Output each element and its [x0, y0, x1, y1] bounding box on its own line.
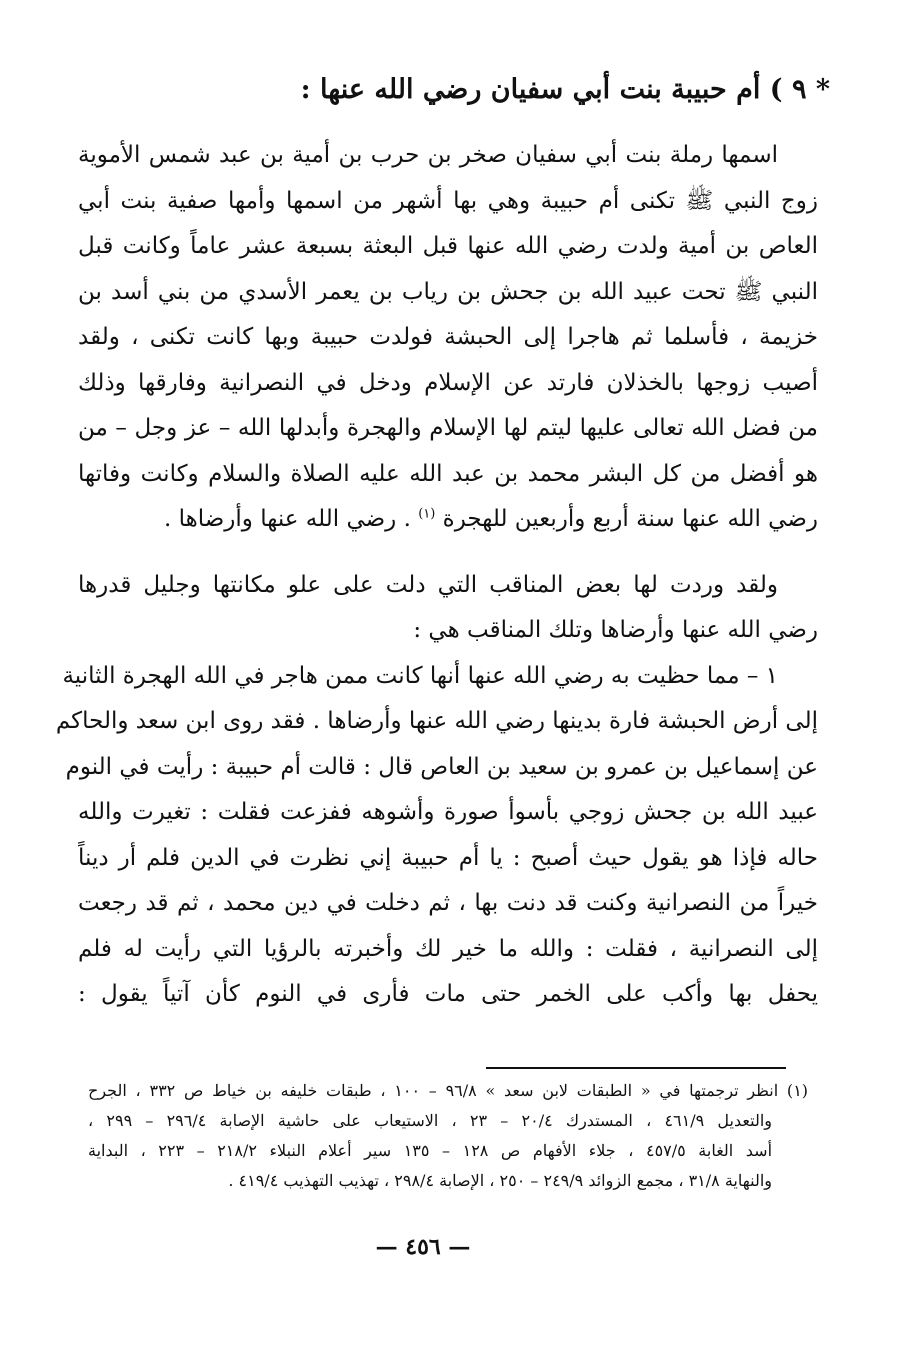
text-line: النبي ﷺ تحت عبيد الله بن جحش بن رياب بن يعمر الأسدي من بني أسد بن — [78, 278, 818, 305]
text-line: عبيد الله بن جحش زوجي بأسوأ صورة وأشوهه ففزعت فقلت : تغيرت والله — [78, 799, 818, 825]
text-line: عن إسماعيل بن عمرو بن سعيد بن العاص قال : قالت أم حبيبة : رأيت في النوم — [65, 753, 818, 780]
text-line: اسمها رملة بنت أبي سفيان صخر بن حرب بن أمية بن عبد شمس الأموية — [78, 142, 778, 168]
text-fragment: رضي الله عنها سنة أربع وأربعين للهجرة — [442, 506, 818, 532]
text-line: رضي الله عنها وأرضاها وتلك المناقب هي : — [413, 617, 818, 643]
page-number: — ٤٥٦ — — [375, 1234, 471, 1260]
text-line: زوج النبي ﷺ تكنى أم حبيبة وهي بها أشهر من اسمها وأمها صفية بنت أبي — [78, 187, 818, 214]
text-line: خيراً من النصرانية وكنت قد دنت بها ، ثم دخلت في دين محمد ، ثم قد رجعت — [78, 890, 818, 916]
text-line: يحفل بها وأكب على الخمر حتى مات فأرى في النوم كأن آتياً يقول : — [78, 981, 818, 1007]
footnote-separator — [486, 1067, 786, 1069]
text-line: هو أفضل من كل البشر محمد بن عبد الله عليه الصلاة والسلام وكانت وفاتها — [78, 460, 818, 487]
footnote-line: والتعديل ٤٦١/٩ ، المستدرك ٢٠/٤ – ٢٣ ، الاستيعاب على حاشية الإصابة ٢٩٦/٤ – ٢٩٩ ، — [88, 1111, 772, 1130]
footnotes — [88, 1076, 808, 1196]
footnote-line: أسد الغابة ٤٥٧/٥ ، جلاء الأفهام ص ١٢٨ – ١٣٥ سير أعلام النبلاء ٢١٨/٢ – ٢٢٣ ، البداية — [88, 1141, 773, 1160]
text-line — [78, 497, 818, 543]
text-line: إلى النصرانية ، فقلت : والله ما خير لك وأخبرته بالرؤيا التي رأيت له فلم — [78, 935, 818, 962]
main-text — [55, 133, 818, 1018]
section-heading: * ٩ ) أم حبيبة بنت أبي سفيان رضي الله عنها : — [300, 74, 830, 105]
text-line: ١ – مما حظيت به رضي الله عنها أنها كانت ممن هاجر في الله الهجرة الثانية — [62, 662, 778, 689]
text-fragment: . رضي الله عنها وأرضاها . — [164, 506, 411, 532]
footnote-reference: (١) — [418, 506, 436, 522]
text-line: إلى أرض الحبشة فارة بدينها رضي الله عنها وأرضاها . فقد روى ابن سعد والحاكم — [55, 708, 818, 734]
text-line: ولقد وردت لها بعض المناقب التي دلت على علو مكانتها وجليل قدرها — [78, 571, 778, 598]
footnote-line: والنهاية ٣١/٨ ، مجمع الزوائد ٢٤٩/٩ – ٢٥٠ ، الإصابة ٢٩٨/٤ ، تهذيب التهذيب ٤١٩/٤ . — [228, 1171, 772, 1190]
text-line: خزيمة ، فأسلما ثم هاجرا إلى الحبشة فولدت حبيبة وبها كانت تكنى ، ولقد — [78, 324, 818, 350]
text-line: حاله فإذا هو يقول حيث أصبح : يا أم حبيبة إني نظرت في الدين فلم أر ديناً — [78, 844, 818, 871]
footnote-line: (١) انظر ترجمتها في « الطبقات لابن سعد » ٩٦/٨ – ١٠٠ ، طبقات خليفه بن خياط ص ٣٣٢ ، الجرح — [88, 1081, 809, 1100]
text-line: أصيب زوجها بالخذلان فارتد عن الإسلام ودخل في النصرانية وفارقها وذلك — [78, 369, 818, 396]
text-line: العاص بن أمية ولدت رضي الله عنها قبل البعثة بسبعة عشر عاماً وكانت قبل — [78, 233, 818, 259]
text-line: من فضل الله تعالى عليها ليتم لها الإسلام والهجرة وأبدلها الله – عز وجل – من — [78, 415, 818, 441]
